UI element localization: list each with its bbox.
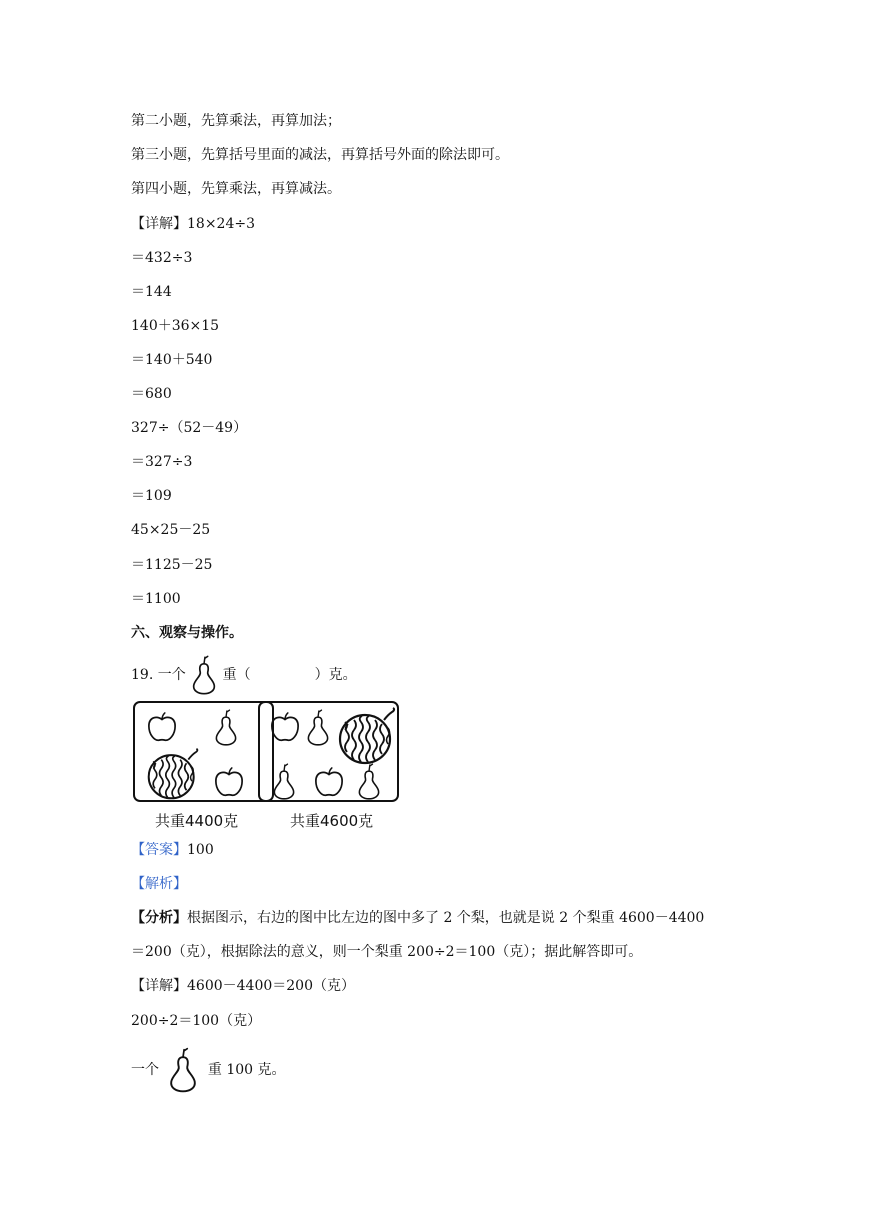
calc-line: ＝140＋540 — [131, 352, 213, 368]
analysis-text: 根据图示，右边的图中比左边的图中多了 2 个梨，也就是说 2 个梨重 4600－4400 — [187, 910, 705, 926]
solution-label: 【详解】 — [131, 978, 187, 994]
answer-value: 100 — [187, 842, 214, 858]
apple-icon — [316, 768, 342, 795]
pear-icon — [308, 710, 327, 745]
pear-icon — [216, 710, 235, 745]
final-prefix: 一个 — [131, 1062, 159, 1078]
analysis-label: 【分析】 — [131, 910, 187, 926]
analysis-line-2: ＝200（克），根据除法的意义，则一个梨重 200÷2＝100（克）；据此解答即可。 — [131, 944, 643, 960]
right-caption: 共重4600克 — [290, 812, 374, 830]
calc-line: 45×25－25 — [131, 522, 211, 538]
calc-line: ＝680 — [131, 386, 172, 402]
apple-icon — [272, 713, 298, 740]
question-middle: 重（ — [222, 667, 251, 683]
left-scene-box — [133, 701, 274, 802]
calc-line: 140＋36×15 — [131, 318, 220, 334]
section-title: 六、观察与操作。 — [131, 625, 243, 641]
pear-icon — [274, 764, 293, 799]
question-suffix: ）克。 — [314, 667, 357, 683]
detail-label: 【详解】 — [131, 216, 187, 232]
calc-line: ＝109 — [131, 488, 172, 504]
answer-label: 【答案】 — [131, 842, 187, 858]
final-suffix: 重 100 克。 — [207, 1062, 286, 1078]
pear-icon — [190, 655, 218, 695]
calc-line: ＝144 — [131, 284, 172, 300]
apple-icon — [216, 768, 242, 795]
analysis-step-2: 第二小题，先算乘法，再算加法； — [131, 113, 341, 129]
calc-line: 18×24÷3 — [187, 216, 255, 232]
right-scene-box — [258, 701, 399, 802]
question-number: 19. — [131, 667, 154, 683]
left-scene — [135, 703, 272, 800]
watermelon-icon — [340, 708, 394, 763]
apple-icon — [149, 713, 175, 740]
calc-line: ＝1100 — [131, 591, 181, 607]
solution-step: 4600－4400＝200（克） — [187, 978, 355, 994]
question-19 — [131, 655, 357, 695]
solution-line-1 — [131, 976, 355, 996]
left-caption: 共重4400克 — [155, 812, 239, 830]
analysis-step-4: 第四小题，先算乘法，再算减法。 — [131, 181, 341, 197]
detail-first-line — [131, 214, 255, 234]
explanation-label: 【解析】 — [131, 876, 187, 892]
calc-line: ＝327÷3 — [131, 454, 193, 470]
pear-icon — [359, 764, 378, 799]
pear-icon — [167, 1047, 199, 1093]
calc-line: ＝432÷3 — [131, 250, 193, 266]
right-scene — [260, 703, 401, 800]
question-prefix: 一个 — [157, 667, 186, 683]
answer-line — [131, 840, 214, 860]
analysis-step-3: 第三小题，先算括号里面的减法，再算括号外面的除法即可。 — [131, 147, 509, 163]
calc-line: 327÷（52－49） — [131, 420, 248, 436]
calc-line: ＝1125－25 — [131, 557, 213, 573]
solution-final — [131, 1047, 286, 1093]
watermelon-icon — [149, 749, 198, 799]
fruit-weight-figure — [133, 701, 405, 833]
analysis-line-1 — [131, 908, 704, 928]
solution-line-2: 200÷2＝100（克） — [131, 1013, 262, 1029]
